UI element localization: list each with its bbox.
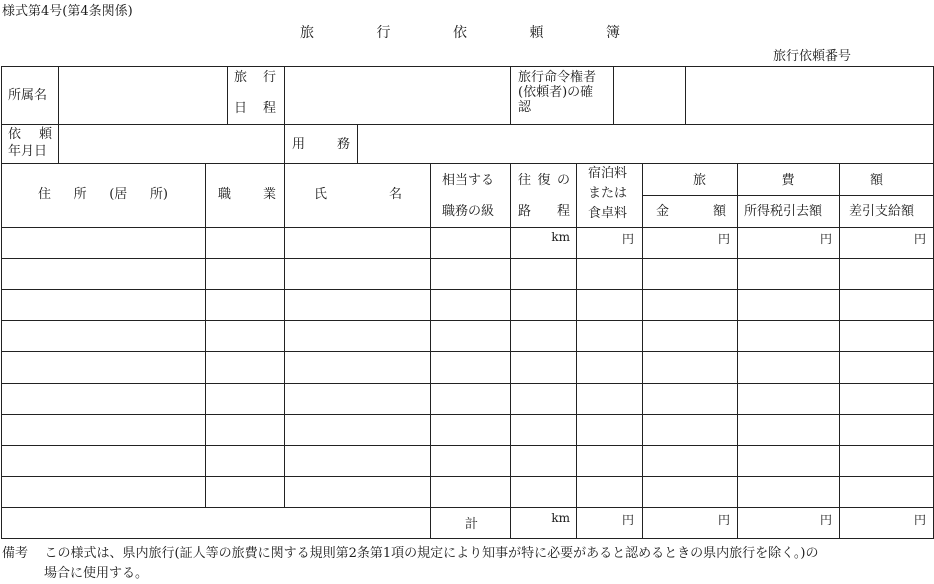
label-char: 依: [8, 127, 22, 142]
table-rule: [205, 163, 206, 508]
table-rule: [284, 163, 285, 508]
unit-yen: 円: [819, 232, 832, 246]
label-char: 名: [388, 187, 402, 202]
label-char: 業: [262, 187, 276, 202]
business-label: [292, 137, 350, 152]
unit-km: km: [551, 230, 570, 244]
label-char: 行: [262, 70, 276, 85]
request-number-label: 旅行依頼番号: [773, 49, 852, 64]
unit-yen: 円: [913, 232, 926, 246]
page-title: [300, 22, 620, 42]
authority-line: (依頼者)の確: [518, 85, 594, 100]
table-rule: [284, 66, 285, 164]
table-rule: [613, 66, 614, 125]
table-rule: [1, 227, 934, 228]
label-char: 所): [149, 187, 168, 202]
table-rule: [1, 538, 934, 539]
label-line: または: [588, 186, 628, 201]
label-char: 旅: [693, 173, 707, 188]
label-line: 食卓料: [588, 206, 628, 221]
travel-cost-header: [693, 173, 883, 188]
label-char: 頼: [38, 127, 52, 142]
title-char: 旅: [300, 25, 314, 41]
unit-yen: 円: [621, 513, 634, 527]
table-rule: [1, 507, 934, 508]
table-rule: [1, 383, 934, 384]
amount-header: [656, 204, 726, 219]
table-rule: [1, 476, 934, 477]
remarks-label: 備考: [2, 546, 29, 561]
name-header: [314, 187, 402, 202]
label-char: (居: [109, 187, 128, 202]
income-tax-header: 所得税引去額: [744, 204, 823, 219]
label-char: 用: [292, 137, 306, 152]
label-char: 往: [518, 173, 532, 188]
table-rule: [58, 66, 59, 125]
table-rule: [642, 195, 934, 196]
occupation-header: [218, 187, 276, 202]
label-char: 額: [869, 173, 883, 188]
label-char: 旅: [234, 70, 248, 85]
table-rule: [1, 124, 934, 125]
table-rule: [1, 320, 934, 321]
authority-line: 旅行命令権者: [518, 70, 597, 85]
net-pay-header: 差引支給額: [849, 204, 915, 219]
title-char: 依: [453, 25, 467, 41]
label-char: 程: [556, 204, 570, 219]
title-char: 簿: [606, 25, 620, 41]
unit-km: km: [551, 511, 570, 525]
total-label: 計: [465, 517, 479, 532]
label-char: 復: [537, 173, 551, 188]
label-char: 氏: [314, 187, 328, 202]
table-rule: [1, 445, 934, 446]
unit-yen: 円: [819, 513, 832, 527]
form-number: 様式第4号(第4条関係): [2, 4, 133, 19]
table-rule: [510, 66, 511, 125]
label-char: 費: [781, 173, 795, 188]
table-rule: [1, 258, 934, 259]
unit-yen: 円: [621, 232, 634, 246]
label-char: 住: [38, 187, 52, 202]
department-label: 所属名: [8, 88, 48, 103]
unit-yen: 円: [717, 232, 730, 246]
table-rule: [1, 414, 934, 415]
authority-line: 認: [518, 100, 532, 115]
label-char: 職: [218, 187, 232, 202]
table-rule: [685, 66, 686, 125]
address-header: [38, 187, 168, 202]
table-rule: [1, 66, 934, 67]
label-char: の: [556, 173, 570, 188]
remarks-line: 場合に使用する。: [44, 566, 149, 581]
label-char: 日: [234, 101, 248, 116]
title-char: 頼: [529, 25, 544, 41]
label-char: 所: [73, 187, 87, 202]
label-line: 宿泊料: [588, 166, 628, 181]
table-rule: [58, 124, 59, 164]
label-line: 相当する: [442, 173, 495, 188]
label-char: 務: [336, 137, 350, 152]
remarks-line: この様式は、県内旅行(証人等の旅費に関する規則第2条第1項の規定により知事が特に必要があると認めるときの県内旅行を除く。)の: [44, 546, 819, 561]
table-rule: [227, 66, 228, 125]
label-char: 路: [518, 204, 532, 219]
label-line: 職務の級: [442, 204, 495, 219]
label-char: 程: [262, 101, 276, 116]
label-char: 金: [656, 204, 670, 219]
table-rule: [357, 124, 358, 164]
label-line: 年月日: [8, 144, 48, 159]
table-rule: [1, 351, 934, 352]
table-rule: [1, 163, 934, 164]
unit-yen: 円: [717, 513, 730, 527]
unit-yen: 円: [913, 513, 926, 527]
title-char: 行: [376, 25, 391, 41]
table-rule: [1, 66, 2, 539]
remarks: [2, 544, 818, 584]
label-char: 額: [712, 204, 726, 219]
table-rule: [1, 289, 934, 290]
